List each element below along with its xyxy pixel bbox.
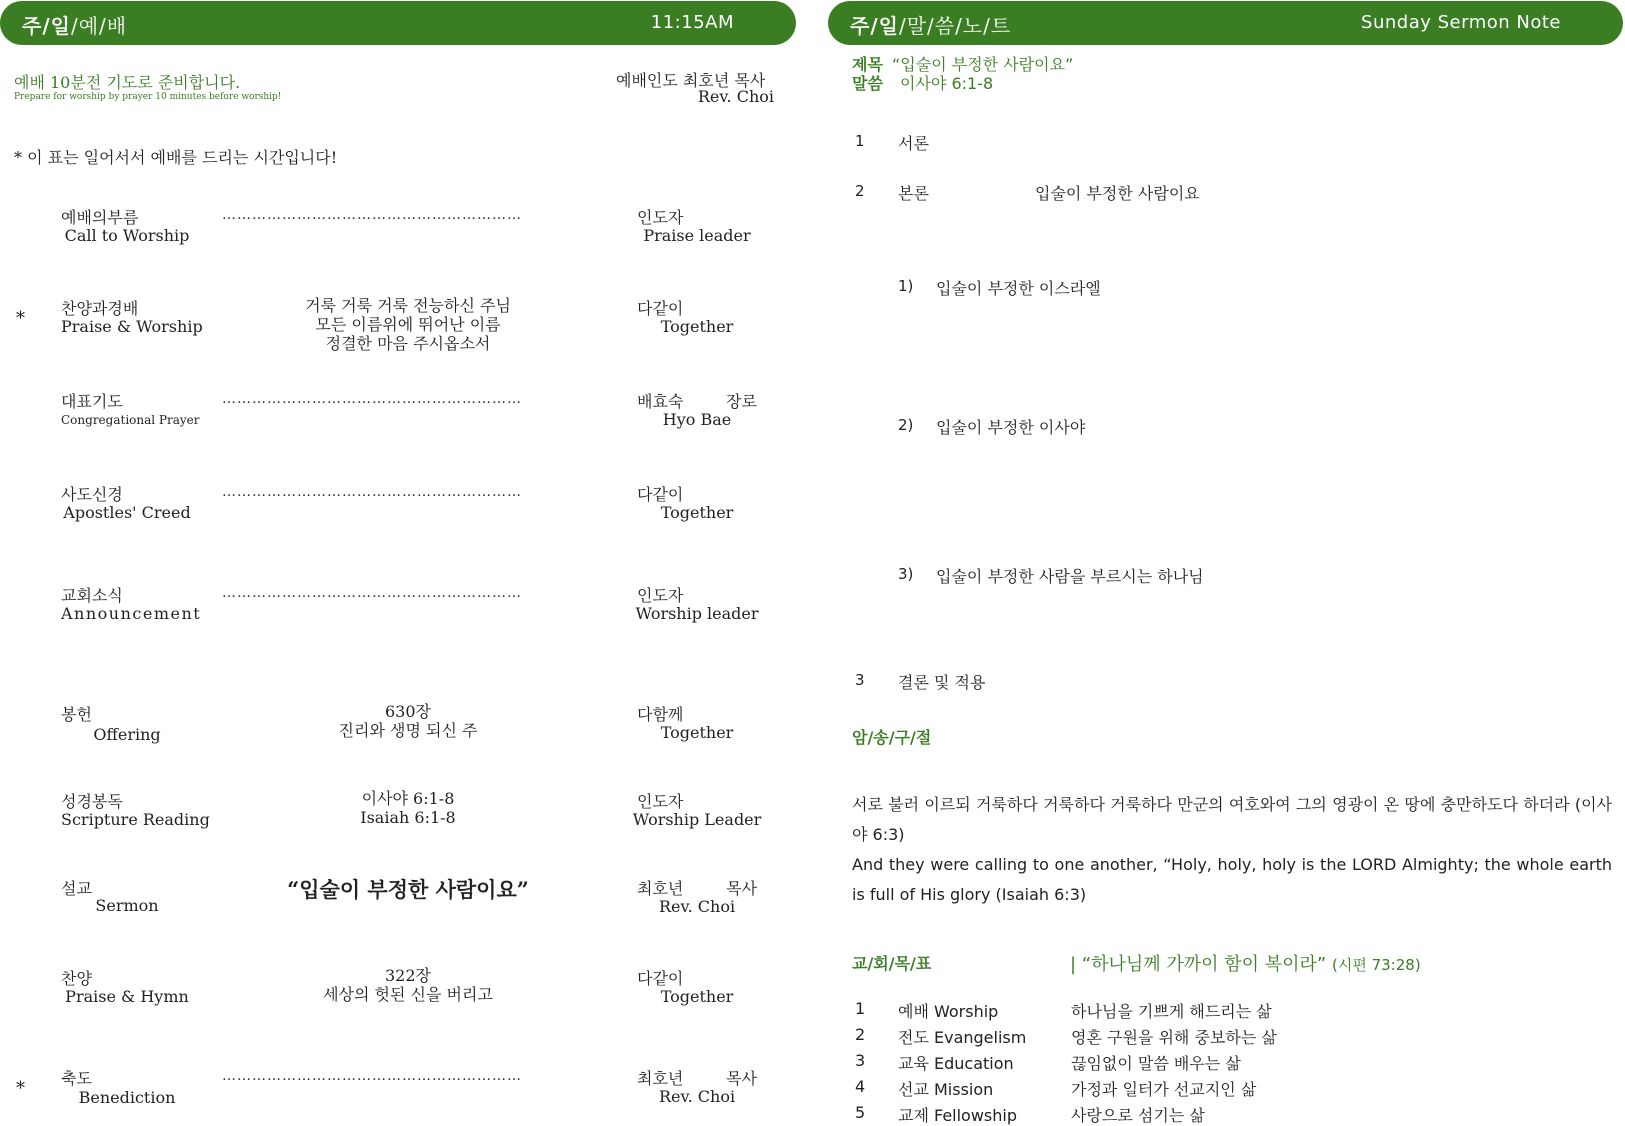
order-item-en: Praise & Worship	[61, 317, 203, 336]
goal-number: 4	[855, 1077, 866, 1096]
sub-point-number: 3)	[898, 565, 914, 583]
goal-number: 2	[855, 1025, 866, 1044]
order-item-ko: 성경봉독	[61, 792, 123, 811]
outline-number: 2	[855, 182, 865, 200]
sermon-note-header-title	[850, 10, 1011, 39]
goal-title: 교제 Fellowship	[898, 1106, 1018, 1125]
outline-number: 1	[855, 132, 865, 150]
dotted-leader: ……………………………………………………	[222, 1068, 522, 1084]
order-leader-ko: 다같이	[637, 299, 684, 318]
order-leader-en: Together	[660, 987, 734, 1006]
content-line: 이사야 6:1-8	[361, 789, 455, 808]
order-leader-en: Worship leader	[635, 604, 759, 623]
outline-number: 3	[855, 671, 865, 689]
sermon-note-subtitle: Sunday Sermon Note	[1361, 12, 1561, 33]
order-item-en: Offering	[93, 725, 161, 744]
worship-time: 11:15AM	[650, 12, 734, 33]
memory-verse-heading: 암/송/구/절	[852, 728, 932, 747]
content-line: Isaiah 6:1-8	[360, 808, 456, 827]
order-item-ko: 축도	[61, 1069, 92, 1088]
outline-body-title: 입술이 부정한 사람이요	[1035, 184, 1200, 203]
worship-leader-en: Rev. Choi	[697, 87, 774, 106]
order-leader-ko: 다같이	[637, 969, 684, 988]
content-line: 세상의 헛된 신을 버리고	[323, 985, 493, 1004]
worship-header-title	[22, 10, 127, 39]
order-item-en: Announcement	[61, 604, 202, 623]
goal-title: 교육 Education	[898, 1054, 1014, 1073]
outline-conclusion: 결론 및 적용	[898, 673, 986, 692]
order-leader-en: Together	[660, 317, 734, 336]
memory-verse-en: And they were calling to one another, “Holy, holy, holy is the LORD Almighty; the whole earth is full of His glory (Isaiah 6:3)	[852, 855, 1612, 904]
goals-verse-ref: (시편 73:28)	[1332, 956, 1421, 974]
standing-star: *	[16, 1078, 25, 1099]
order-item-ko: 찬양과경배	[61, 299, 139, 318]
order-leader-en: Worship Leader	[632, 810, 762, 829]
order-item-en: Benediction	[78, 1088, 176, 1107]
church-goals-verse	[1070, 950, 1421, 976]
word-value: 이사야 6:1-8	[900, 74, 994, 93]
sermon-title: “입술이 부정한 사람이요”	[287, 877, 529, 902]
order-leader-ko: 인도자	[637, 208, 684, 227]
goal-number: 3	[855, 1051, 866, 1070]
content-line: 322장	[385, 966, 431, 985]
order-leader-ko: 최호년 목사	[637, 1069, 757, 1088]
content-line: 정결한 마음 주시옵소서	[325, 334, 491, 353]
outline-intro: 서론	[898, 134, 929, 153]
goals-verse-text: | “하나님께 가까이 함이 복이라”	[1070, 954, 1327, 975]
order-item-content	[222, 966, 594, 1004]
memory-verse-ko: 서로 불러 이르되 거룩하다 거룩하다 거룩하다 만군의 여호와여 그의 영광이 온 땅에 충만하도다 하더라 (이사야 6:3)	[852, 795, 1612, 844]
outline-body: 본론	[898, 184, 929, 203]
order-leader-ko: 인도자	[637, 792, 684, 811]
order-item-ko: 설교	[61, 879, 92, 898]
header-title-bold: 주/일	[22, 14, 71, 38]
worship-header-banner	[0, 1, 796, 45]
order-item-content	[222, 702, 594, 740]
order-leader-en: Rev. Choi	[658, 1087, 736, 1106]
header-title-rest: /예/배	[70, 14, 128, 38]
dotted-leader: ……………………………………………………	[222, 391, 522, 407]
goal-description: 가정과 일터가 선교지인 삶	[1071, 1080, 1257, 1099]
header-title-bold: 주/일	[850, 14, 899, 38]
standing-star: *	[16, 308, 25, 329]
sub-point: 입술이 부정한 사람을 부르시는 하나님	[936, 567, 1204, 586]
order-leader-en: Together	[660, 723, 734, 742]
goal-title: 예배 Worship	[898, 1002, 999, 1021]
title-label: 제목	[852, 55, 883, 74]
prepare-notice-ko: 예배 10분전 기도로 준비합니다.	[14, 73, 241, 92]
content-line: 진리와 생명 되신 주	[338, 721, 478, 740]
order-leader-en: Together	[660, 503, 734, 522]
order-item-en: Congregational Prayer	[61, 413, 200, 427]
order-leader-ko: 다같이	[637, 485, 684, 504]
content-line: 630장	[385, 702, 431, 721]
order-item-ko: 대표기도	[61, 392, 123, 411]
order-leader-en: Rev. Choi	[658, 897, 736, 916]
sub-point: 입술이 부정한 이스라엘	[936, 279, 1101, 298]
sub-point-number: 2)	[898, 416, 914, 434]
order-item-ko: 봉헌	[61, 705, 92, 724]
goal-number: 1	[855, 999, 866, 1018]
sermon-note-header-banner	[828, 1, 1623, 45]
memory-verse	[852, 790, 1612, 910]
order-leader-en: Praise leader	[643, 226, 751, 245]
order-item-en: Scripture Reading	[61, 810, 210, 829]
dotted-leader: ……………………………………………………	[222, 484, 522, 500]
order-leader-ko: 최호년 목사	[637, 879, 757, 898]
order-leader-ko: 배효숙 장로	[637, 392, 757, 411]
sub-point: 입술이 부정한 이사야	[936, 418, 1086, 437]
order-item-ko: 교회소식	[61, 586, 123, 605]
word-label: 말씀	[852, 74, 883, 93]
content-line: 모든 이름위에 뛰어난 이름	[315, 315, 501, 334]
prepare-notice-en: Prepare for worship by prayer 10 minutes before worship!	[14, 92, 282, 102]
goal-title: 선교 Mission	[898, 1080, 994, 1099]
dotted-leader: ……………………………………………………	[222, 585, 522, 601]
order-item-content	[222, 789, 594, 827]
order-item-en: Sermon	[95, 896, 159, 915]
goal-title: 전도 Evangelism	[898, 1028, 1027, 1047]
order-item-ko: 찬양	[61, 969, 92, 988]
order-item-ko: 예배의부름	[61, 208, 139, 227]
sub-point-number: 1)	[898, 277, 914, 295]
order-leader-ko: 다함께	[637, 705, 684, 724]
header-title-rest: /말/씀/노/트	[898, 14, 1012, 38]
dotted-leader: ……………………………………………………	[222, 207, 522, 223]
goal-description: 하나님을 기쁘게 해드리는 삶	[1071, 1002, 1272, 1021]
order-item-en: Apostles' Creed	[63, 503, 191, 522]
order-item-content	[222, 296, 594, 353]
sermon-word-line	[852, 71, 993, 94]
standing-note: * 이 표는 일어서서 예배를 드리는 시간입니다!	[14, 148, 338, 167]
worship-leader-ko: 예배인도 최호년 목사	[616, 71, 766, 90]
order-item-ko: 사도신경	[61, 485, 123, 504]
goal-number: 5	[855, 1103, 866, 1122]
goal-description: 영혼 구원을 위해 중보하는 삶	[1071, 1028, 1277, 1047]
goal-description: 사랑으로 섬기는 삶	[1071, 1106, 1205, 1125]
content-line: 거룩 거룩 거룩 전능하신 주님	[305, 296, 511, 315]
goal-description: 끊임없이 말씀 배우는 삶	[1071, 1054, 1241, 1073]
order-item-en: Call to Worship	[64, 226, 190, 245]
church-goals-heading: 교/회/목/표	[852, 954, 932, 973]
order-leader-en: Hyo Bae	[662, 410, 732, 429]
order-item-en: Praise & Hymn	[65, 987, 189, 1006]
title-value: “입술이 부정한 사람이요”	[892, 55, 1074, 74]
order-leader-ko: 인도자	[637, 586, 684, 605]
